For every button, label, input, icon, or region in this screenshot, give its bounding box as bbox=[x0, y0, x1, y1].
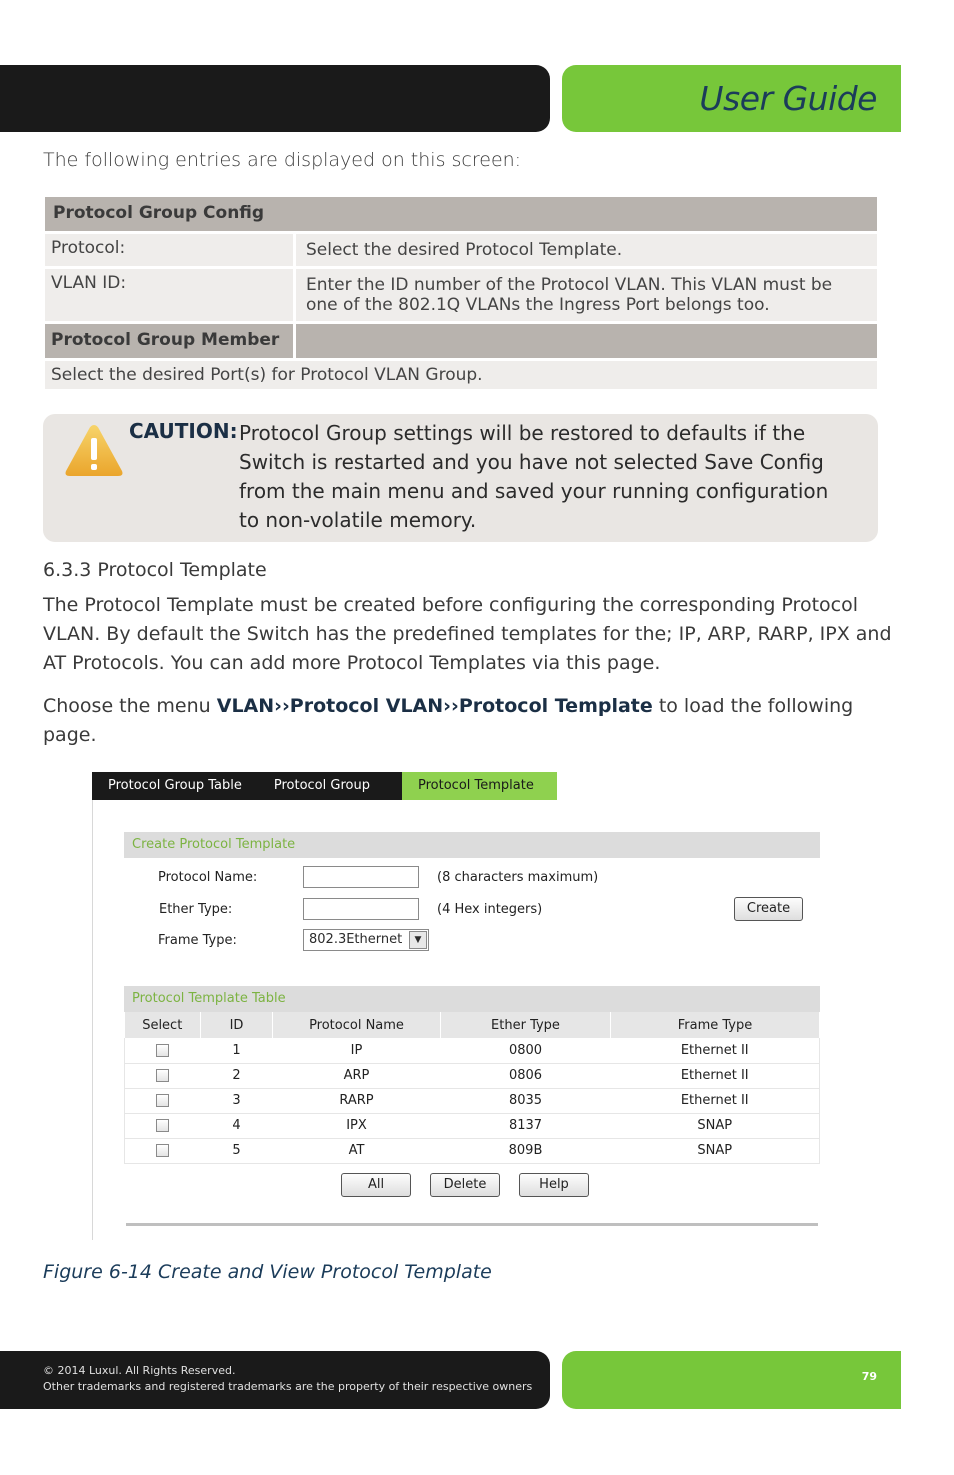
table-row bbox=[125, 1063, 820, 1088]
member-heading-blank bbox=[296, 324, 877, 358]
footer-green-bar bbox=[562, 1351, 901, 1409]
member-heading: Protocol Group Member bbox=[45, 324, 293, 358]
select-checkbox[interactable] bbox=[156, 1144, 169, 1157]
row-id: 4 bbox=[201, 1113, 273, 1138]
select-checkbox[interactable] bbox=[156, 1094, 169, 1107]
description-table bbox=[45, 197, 877, 392]
header-green-bar bbox=[562, 65, 901, 132]
row-frame-type: SNAP bbox=[611, 1113, 820, 1138]
copyright-text: © 2014 Luxul. All Rights Reserved. bbox=[43, 1364, 236, 1377]
ether-type-input[interactable] bbox=[303, 898, 419, 920]
ether-type-label: Ether Type: bbox=[159, 902, 233, 917]
tab-protocol-group[interactable]: Protocol Group bbox=[273, 778, 370, 793]
row-protocol-name: RARP bbox=[273, 1088, 441, 1113]
protocol-name-label: Protocol Name: bbox=[158, 870, 258, 885]
row-ether-type: 8137 bbox=[441, 1113, 611, 1138]
table-row bbox=[125, 1088, 820, 1113]
row-id: 2 bbox=[201, 1063, 273, 1088]
tab-bar bbox=[92, 772, 557, 800]
member-text: Select the desired Port(s) for Protocol VLAN Group. bbox=[45, 361, 877, 389]
ether-type-hint: (4 Hex integers) bbox=[437, 902, 543, 917]
protocol-template-screenshot bbox=[92, 772, 822, 1242]
menu-instruction bbox=[43, 692, 893, 750]
select-checkbox[interactable] bbox=[156, 1119, 169, 1132]
select-checkbox[interactable] bbox=[156, 1044, 169, 1057]
all-button[interactable]: All bbox=[341, 1173, 411, 1197]
row-ether-type: 8035 bbox=[441, 1088, 611, 1113]
row-protocol-name: ARP bbox=[273, 1063, 441, 1088]
row-frame-type: Ethernet II bbox=[611, 1088, 820, 1113]
protocol-name-hint: (8 characters maximum) bbox=[437, 870, 599, 885]
footer-black-bar bbox=[0, 1351, 550, 1409]
table-row bbox=[125, 1138, 820, 1163]
chevron-down-icon[interactable]: ▼ bbox=[409, 931, 427, 949]
page-number: 79 bbox=[861, 1370, 877, 1383]
caution-text: Protocol Group settings will be restored to defaults if the Switch is restarted and you have not selected Save Config from the main menu and saved your running configuration to non-volatile memory. bbox=[239, 421, 829, 532]
row-protocol-name: IPX bbox=[273, 1113, 441, 1138]
delete-button[interactable]: Delete bbox=[430, 1173, 500, 1197]
desc-label: Protocol: bbox=[45, 234, 293, 266]
frame-type-select[interactable] bbox=[303, 929, 429, 951]
caution-box bbox=[43, 414, 878, 542]
column-header: Frame Type bbox=[611, 1012, 820, 1038]
column-header: ID bbox=[201, 1012, 273, 1038]
row-protocol-name: IP bbox=[273, 1038, 441, 1063]
row-frame-type: Ethernet II bbox=[611, 1063, 820, 1088]
divider bbox=[92, 800, 93, 1240]
config-heading: Protocol Group Config bbox=[45, 197, 877, 231]
frame-type-label: Frame Type: bbox=[158, 933, 237, 948]
header-black-bar bbox=[0, 65, 550, 132]
section-paragraph: The Protocol Template must be created before configuring the corresponding Protocol VLAN. By default the Switch has the predefined templates for the; IP, ARP, RARP, IPX and AT Protocols. You can add more Protocol Templates via this page. bbox=[43, 594, 892, 674]
help-button[interactable]: Help bbox=[519, 1173, 589, 1197]
divider bbox=[126, 1223, 818, 1226]
warning-icon bbox=[63, 422, 125, 478]
desc-row-protocol bbox=[45, 234, 877, 266]
row-frame-type: SNAP bbox=[611, 1138, 820, 1163]
protocol-name-input[interactable] bbox=[303, 866, 419, 888]
row-id: 5 bbox=[201, 1138, 273, 1163]
desc-text: Enter the ID number of the Protocol VLAN. This VLAN must be one of the 802.1Q VLANs the Ingress Port belongs too. bbox=[296, 269, 877, 321]
table-row bbox=[125, 1038, 820, 1063]
row-ether-type: 0800 bbox=[441, 1038, 611, 1063]
select-checkbox[interactable] bbox=[156, 1069, 169, 1082]
row-id: 3 bbox=[201, 1088, 273, 1113]
row-id: 1 bbox=[201, 1038, 273, 1063]
table-heading: Protocol Template Table bbox=[124, 986, 820, 1012]
desc-row-vlan-id bbox=[45, 269, 877, 321]
create-heading: Create Protocol Template bbox=[124, 832, 820, 858]
desc-label: VLAN ID: bbox=[45, 269, 293, 321]
table-row bbox=[125, 1113, 820, 1138]
column-header: Ether Type bbox=[441, 1012, 611, 1038]
column-header: Protocol Name bbox=[273, 1012, 441, 1038]
desc-text: Select the desired Protocol Template. bbox=[296, 234, 877, 266]
trademark-text: Other trademarks and registered trademarks are the property of their respective owners bbox=[43, 1380, 533, 1393]
header-title: User Guide bbox=[699, 79, 877, 118]
figure-caption: Figure 6-14 Create and View Protocol Template bbox=[43, 1261, 492, 1283]
tab-protocol-group-table[interactable]: Protocol Group Table bbox=[108, 778, 242, 793]
tab-protocol-template[interactable]: Protocol Template bbox=[402, 772, 557, 800]
menu-path: VLAN››Protocol VLAN››Protocol Template bbox=[216, 695, 653, 717]
protocol-template-table bbox=[124, 1012, 820, 1164]
instruction-text: to load the following page. bbox=[43, 695, 854, 746]
column-header: Select bbox=[125, 1012, 201, 1038]
row-frame-type: Ethernet II bbox=[611, 1038, 820, 1063]
create-button[interactable]: Create bbox=[734, 897, 803, 921]
caution-label: CAUTION: bbox=[129, 419, 238, 443]
section-title: 6.3.3 Protocol Template bbox=[43, 559, 267, 581]
instruction-text: Choose the menu bbox=[43, 695, 217, 717]
intro-text: The following entries are displayed on this screen: bbox=[43, 149, 522, 171]
frame-type-value: 802.3Ethernet bbox=[309, 932, 403, 947]
row-ether-type: 809B bbox=[441, 1138, 611, 1163]
row-protocol-name: AT bbox=[273, 1138, 441, 1163]
row-ether-type: 0806 bbox=[441, 1063, 611, 1088]
